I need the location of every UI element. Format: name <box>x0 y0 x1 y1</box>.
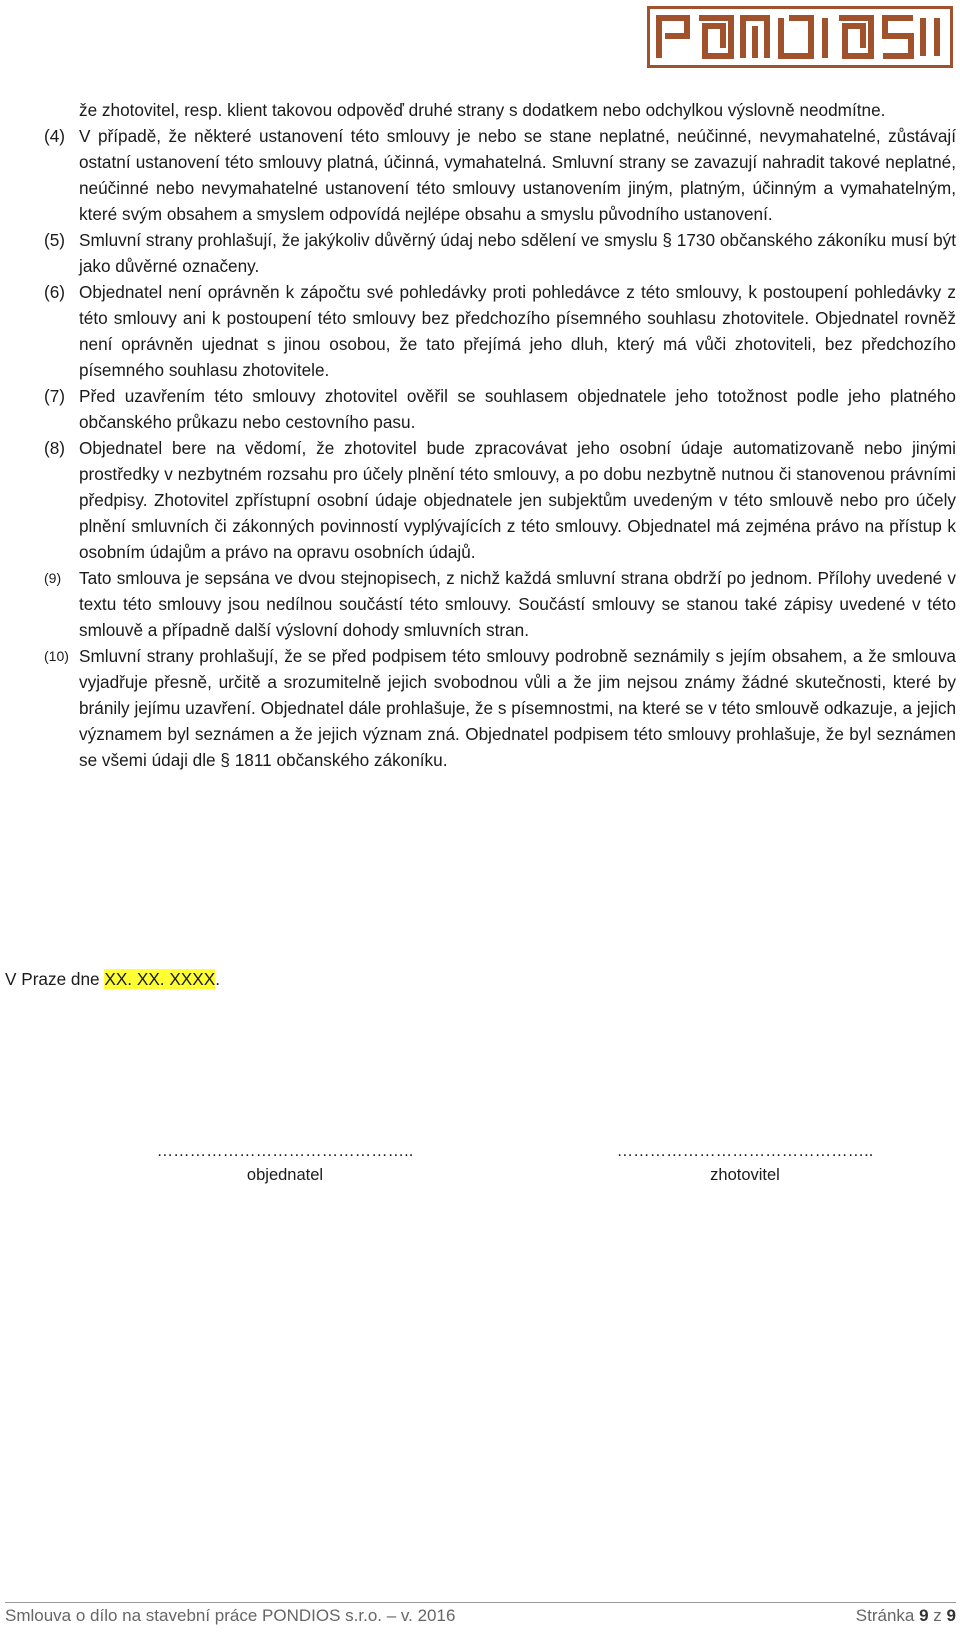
footer-page-number <box>856 1606 956 1626</box>
signature-zhotovitel <box>610 1139 880 1187</box>
paragraph-number: (7) <box>44 386 66 406</box>
page-mid: z <box>928 1606 947 1625</box>
paragraph-9 <box>44 565 956 643</box>
paragraph-6 <box>44 279 956 383</box>
paragraph-text: V případě, že některé ustanovení této smlouvy je nebo se stane neplatné, neúčinné, nevymahatelné, zůstávají ostatní ustanovení této smlouvy platná, účinná, vymahatelná. Smluvní strany se zavazují nahradit takové neplatné, neúčinné nebo nevymahatelné ustanovení této smlouvy ustanovením jiným, platným, účinným a vymahatelným, které svým obsahem a smyslem odpovídá nejlépe obsahu a smyslu původního ustanovení. <box>79 126 956 224</box>
paragraph-number: (6) <box>44 282 66 302</box>
paragraph-text: Smluvní strany prohlašují, že se před podpisem této smlouvy podrobně seznámily s jejím obsahem, a že smlouva vyjadřuje přesně, určitě a srozumitelně jejich svobodnou vůli a že jim nejsou známy žádné skutečnosti, které by bránily jejímu uzavření. Objednatel dále prohlašuje, že s písemnostmi, na které se v této smlouvě odkazuje, a jejich významem byl seznámen a že jejich význam zná. Objednatel podpisem této smlouvy prohlašuje, že byl seznámen se všemi údaji dle § 1811 občanského zákoníku. <box>79 646 956 770</box>
contract-body <box>44 97 956 773</box>
pondios-logo <box>647 6 953 68</box>
paragraph-number: (5) <box>44 230 66 250</box>
paragraph-text: že zhotovitel, resp. klient takovou odpověď druhé strany s dodatkem nebo odchylkou výslovně neodmítne. <box>79 100 886 120</box>
footer-document-title: Smlouva o dílo na stavební práce PONDIOS s.r.o. – v. 2016 <box>5 1606 456 1625</box>
date-suffix: . <box>215 969 220 989</box>
paragraph-text: Tato smlouva je sepsána ve dvou stejnopisech, z nichž každá smluvní strana obdrží po jednom. Přílohy uvedené v textu této smlouvy jsou nedílnou součástí této smlouvy. Součástí smlouvy se stanou také zápisy uvedené v této smlouvě a případně další výslovní dohody smluvních stran. <box>79 568 956 640</box>
signature-line: ……………………………………….. <box>156 1142 414 1160</box>
date-placeholder: XX. XX. XXXX <box>104 969 216 989</box>
paragraph-number: (8) <box>44 438 66 458</box>
signature-line: ……………………………………….. <box>616 1142 874 1160</box>
page-current: 9 <box>919 1606 929 1625</box>
paragraph-7 <box>44 383 956 435</box>
paragraph-number: (10) <box>44 648 69 664</box>
paragraph-number: (9) <box>44 570 62 586</box>
paragraph-4 <box>44 123 956 227</box>
paragraph-8 <box>44 435 956 565</box>
paragraph-text: Objednatel není oprávněn k zápočtu své pohledávky proti pohledávce z této smlouvy, k postoupení pohledávky z této smlouvy ani k postoupení této smlouvy bez předchozího písemného souhlasu zhotovitele. Objednatel rovněž není oprávněn ujednat s jinou osobou, že tato přejímá jeho dluh, který má vůči zhotoviteli, bez předchozího písemného souhlasu zhotovitele. <box>79 282 956 380</box>
paragraph-text: Před uzavřením této smlouvy zhotovitel ověřil se souhlasem objednatele jeho totožnost podle jeho platného občanského průkazu nebo cestovního pasu. <box>79 386 956 432</box>
paragraph-text: Smluvní strany prohlašují, že jakýkoliv důvěrný údaj nebo sdělení ve smyslu § 1730 občanského zákoníku musí být jako důvěrné označeny. <box>79 230 956 276</box>
paragraph-continuation <box>44 97 956 123</box>
date-prefix: V Praze dne <box>5 969 105 989</box>
signature-objednatel <box>150 1139 420 1187</box>
place-date-line <box>5 969 220 990</box>
paragraph-number: (4) <box>44 126 66 146</box>
signature-label: zhotovitel <box>710 1166 780 1184</box>
page-total: 9 <box>946 1606 956 1625</box>
page-prefix: Stránka <box>855 1606 920 1625</box>
signature-label: objednatel <box>246 1166 324 1184</box>
paragraph-5 <box>44 227 956 279</box>
paragraph-text: Objednatel bere na vědomí, že zhotovitel bude zpracovávat jeho osobní údaje automatizovaně nebo jinými prostředky v nezbytném rozsahu pro účely plnění této smlouvy, a po dobu nezbytně nutnou či stanovenou právními předpisy. Zhotovitel zpřístupní osobní údaje objednatele jen subjektům uvedeným v této smlouvě nebo pro účely plnění smluvních či zákonných povinností vyplývajících z této smlouvy. Objednatel má zejména právo na přístup k osobním údajům a právo na opravu osobních údajů. <box>79 438 956 562</box>
footer-divider <box>5 1602 956 1603</box>
paragraph-10 <box>44 643 956 773</box>
